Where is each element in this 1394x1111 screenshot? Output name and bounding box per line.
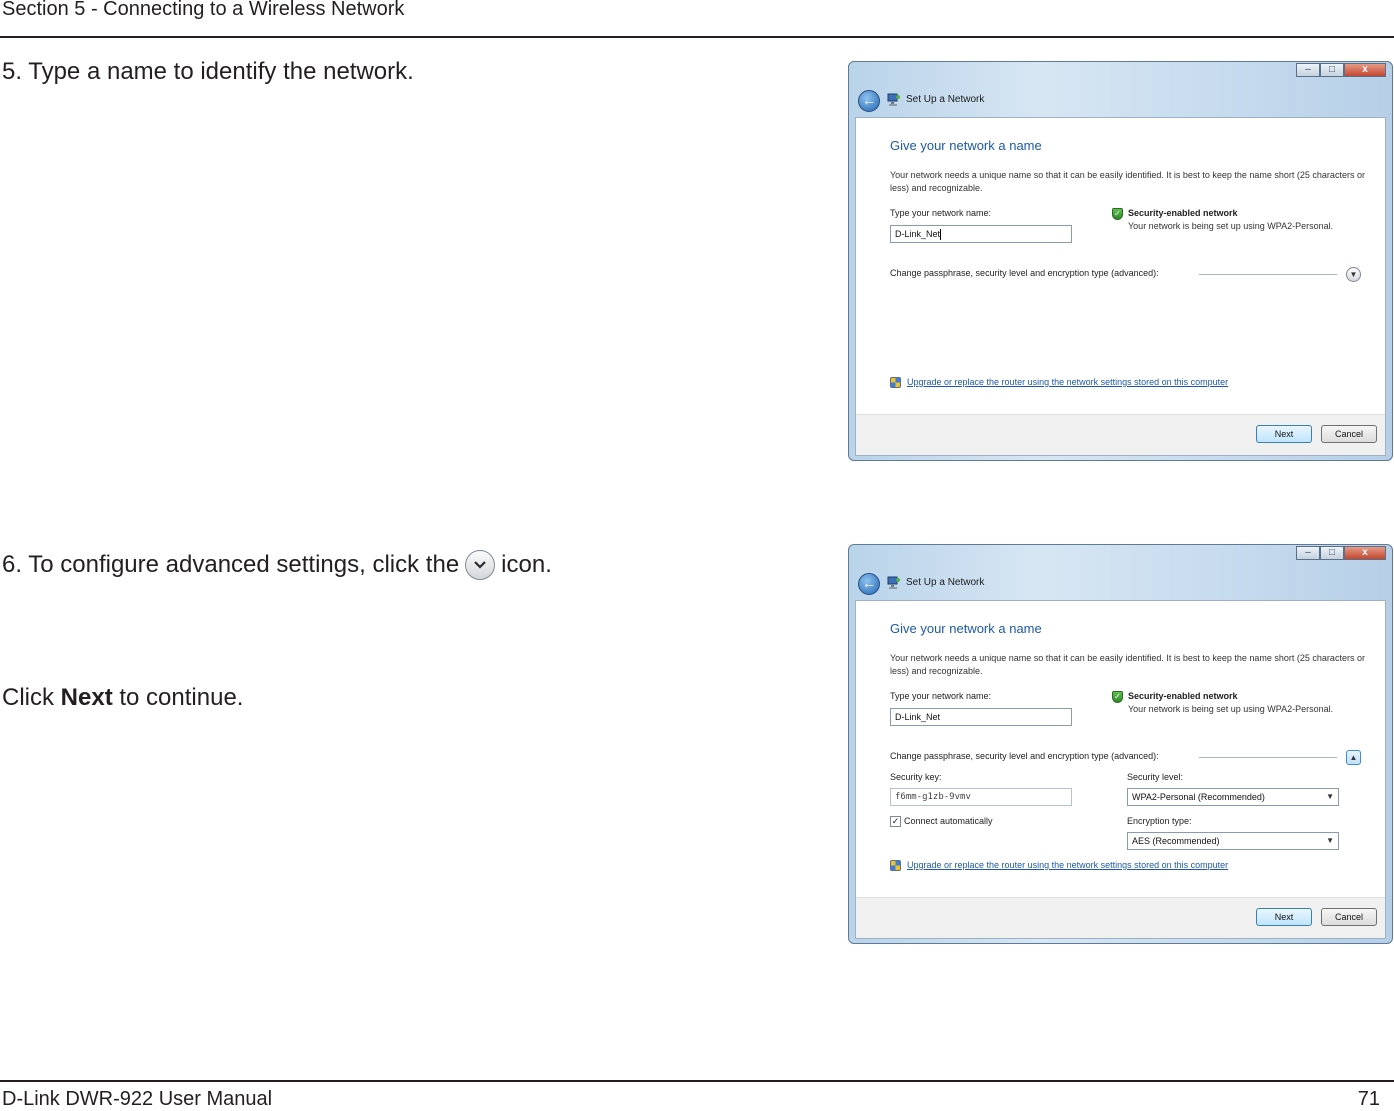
dialog-description: Your network needs a unique name so that it can be easily identified. It is best to keep the name short (25 characters or less) and recognizable. xyxy=(890,653,1365,676)
connect-automatically-checkbox[interactable]: ✓ xyxy=(891,816,900,826)
setup-network-window-basic xyxy=(848,61,1393,461)
security-key-label: Security key: xyxy=(890,772,942,782)
page-number: 71 xyxy=(1357,1088,1380,1110)
dropdown-arrow-icon: ▼ xyxy=(1326,836,1334,845)
network-name-input[interactable] xyxy=(890,708,1072,726)
minimize-button[interactable]: – xyxy=(1296,63,1320,77)
step-6-text-after: icon. xyxy=(501,551,552,578)
network-name-label: Type your network name: xyxy=(890,208,992,218)
network-name-label: Type your network name: xyxy=(890,691,992,701)
network-icon xyxy=(887,93,901,107)
cancel-button[interactable]: Cancel xyxy=(1321,908,1377,926)
click-next-text xyxy=(2,684,243,712)
encryption-type-label: Encryption type: xyxy=(1127,816,1192,826)
windows-shield-icon xyxy=(890,377,901,388)
security-title: Security-enabled network xyxy=(1128,208,1238,218)
network-name-value: D-Link_Net xyxy=(895,229,941,239)
dialog-content xyxy=(855,117,1386,456)
dialog-heading: Give your network a name xyxy=(890,138,1042,153)
security-description: Your network is being set up using WPA2-Personal. xyxy=(1128,704,1334,714)
advanced-label: Change passphrase, security level and encryption type (advanced): xyxy=(890,751,1159,761)
advanced-label: Change passphrase, security level and encryption type (advanced): xyxy=(890,268,1159,278)
next-button[interactable]: Next xyxy=(1256,425,1312,443)
security-level-value: WPA2-Personal (Recommended) xyxy=(1132,792,1265,802)
setup-network-window-advanced xyxy=(848,544,1393,944)
network-name-input[interactable] xyxy=(890,225,1072,243)
encryption-type-value: AES (Recommended) xyxy=(1132,836,1220,846)
click-next-bold: Next xyxy=(60,684,113,711)
dialog-button-bar xyxy=(856,897,1385,938)
click-suffix: to continue. xyxy=(119,684,244,711)
network-icon xyxy=(887,576,901,590)
shield-check-icon: ✓ xyxy=(1112,691,1123,703)
encryption-type-select[interactable] xyxy=(1127,832,1339,850)
cancel-button[interactable]: Cancel xyxy=(1321,425,1377,443)
header-rule xyxy=(0,36,1394,38)
close-button[interactable]: x xyxy=(1344,546,1386,560)
window-controls xyxy=(1296,63,1386,77)
window-title: Set Up a Network xyxy=(906,577,985,588)
back-arrow-icon[interactable]: ← xyxy=(858,90,880,112)
security-level-label: Security level: xyxy=(1127,772,1184,782)
next-button[interactable]: Next xyxy=(1256,908,1312,926)
maximize-button[interactable]: □ xyxy=(1320,63,1344,77)
dropdown-arrow-icon: ▼ xyxy=(1326,792,1334,801)
upgrade-router-link[interactable]: Upgrade or replace the router using the network settings stored on this computer xyxy=(907,860,1229,870)
chevron-down-icon[interactable]: ▼ xyxy=(1346,267,1361,282)
security-title: Security-enabled network xyxy=(1128,691,1238,701)
window-titlebar xyxy=(849,545,1392,599)
security-key-input[interactable]: f6mm-g1zb-9vmv xyxy=(890,788,1072,806)
dialog-content xyxy=(855,600,1386,939)
window-controls xyxy=(1296,546,1386,560)
maximize-button[interactable]: □ xyxy=(1320,546,1344,560)
minimize-button[interactable]: – xyxy=(1296,546,1320,560)
close-button[interactable]: x xyxy=(1344,63,1386,77)
window-title: Set Up a Network xyxy=(906,94,985,105)
back-arrow-icon[interactable]: ← xyxy=(858,573,880,595)
shield-check-icon: ✓ xyxy=(1112,208,1123,220)
security-description: Your network is being set up using WPA2-Personal. xyxy=(1128,221,1334,231)
security-level-select[interactable] xyxy=(1127,788,1339,806)
dialog-button-bar xyxy=(856,414,1385,455)
chevron-up-icon[interactable]: ▲ xyxy=(1346,750,1361,765)
network-name-value: D-Link_Net xyxy=(895,712,941,722)
section-header: Section 5 - Connecting to a Wireless Network xyxy=(2,0,405,20)
text-caret xyxy=(940,229,941,240)
step-6-text xyxy=(2,550,552,580)
step-5-text: 5. Type a name to identify the network. xyxy=(2,58,414,85)
step-6-text-before: 6. To configure advanced settings, click the xyxy=(2,551,460,578)
windows-shield-icon xyxy=(890,860,901,871)
chevron-down-icon xyxy=(465,550,495,580)
dialog-heading: Give your network a name xyxy=(890,621,1042,636)
footer-rule xyxy=(0,1080,1394,1082)
advanced-divider xyxy=(1199,757,1337,758)
click-prefix: Click xyxy=(2,684,54,711)
connect-automatically-label: Connect automatically xyxy=(904,816,993,826)
dialog-description: Your network needs a unique name so that it can be easily identified. It is best to keep the name short (25 characters or less) and recognizable. xyxy=(890,170,1365,193)
advanced-divider xyxy=(1199,274,1337,275)
footer-manual-title: D-Link DWR-922 User Manual xyxy=(2,1088,273,1110)
upgrade-router-link[interactable]: Upgrade or replace the router using the network settings stored on this computer xyxy=(907,377,1229,387)
window-titlebar xyxy=(849,62,1392,116)
